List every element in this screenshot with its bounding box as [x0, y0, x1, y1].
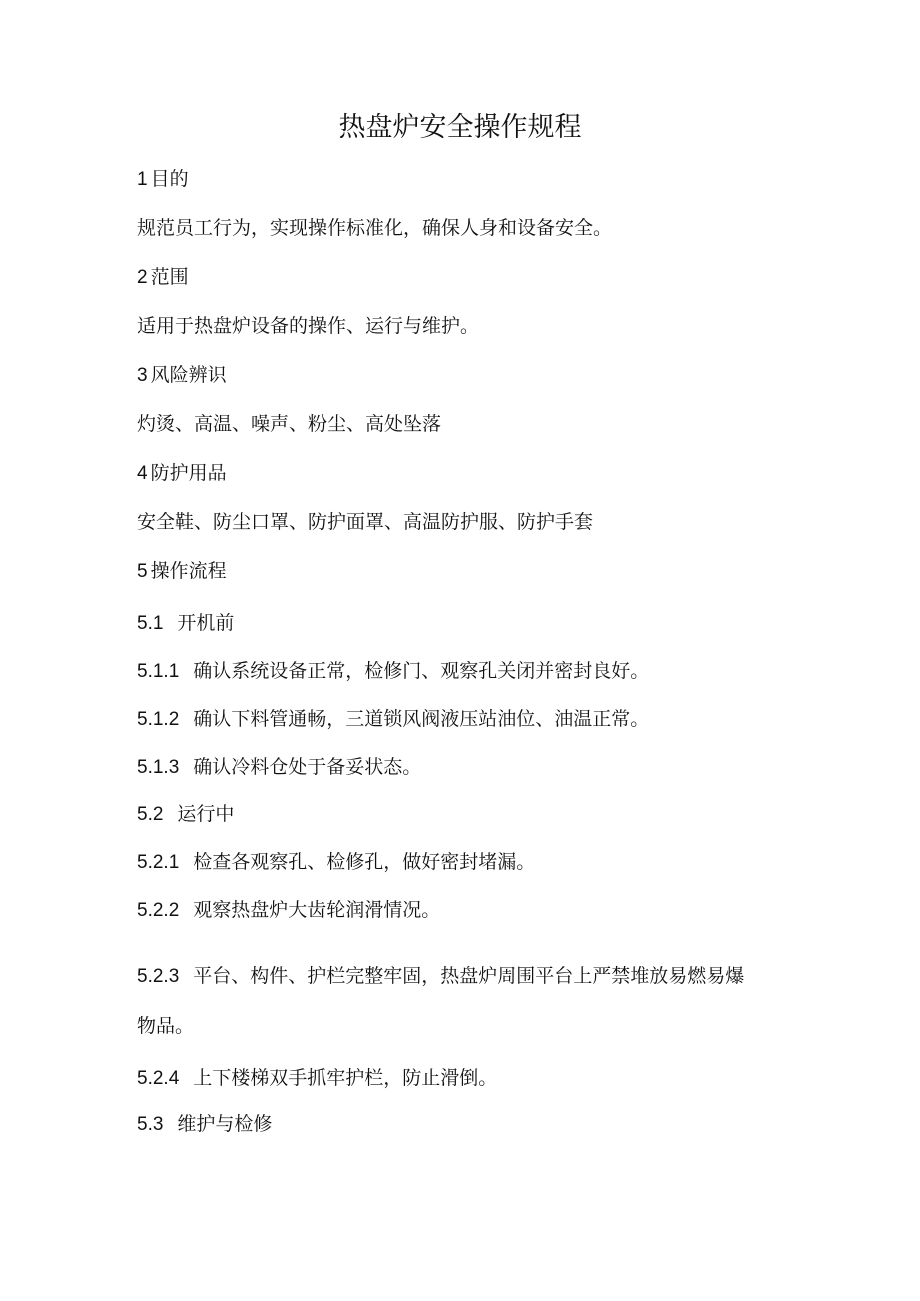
- section-text: 上下楼梯双手抓牢护栏，防止滑倒。: [193, 1067, 498, 1089]
- section-5-2-1: [137, 849, 535, 876]
- section-heading-text: 范围: [150, 266, 189, 288]
- section-number: 5.2.1: [137, 852, 180, 873]
- section-number: 2: [137, 267, 148, 288]
- section-5-1-1: [137, 658, 649, 685]
- section-text: 确认冷料仓处于备妥状态。: [193, 756, 422, 778]
- section-5-2-3: [137, 963, 744, 990]
- section-number: 5.2.2: [137, 900, 180, 921]
- section-text: 运行中: [177, 803, 235, 825]
- section-5-1-2: [137, 706, 649, 733]
- section-number: 5.3: [137, 1114, 164, 1135]
- section-5-2-2: [137, 897, 440, 924]
- section-text: 维护与检修: [177, 1113, 273, 1135]
- section-5-heading: [137, 558, 227, 585]
- section-number: 5.1.1: [137, 661, 180, 682]
- section-heading-text: 操作流程: [150, 560, 227, 582]
- section-1-heading: [137, 166, 189, 193]
- section-number: 5.1.3: [137, 757, 180, 778]
- section-1-body: 规范员工行为，实现操作标准化，确保人身和设备安全。: [137, 217, 613, 239]
- section-heading-text: 目的: [150, 168, 189, 190]
- section-heading-text: 风险辨识: [150, 364, 227, 386]
- section-4-body: 安全鞋、防尘口罩、防护面罩、高温防护服、防护手套: [137, 511, 594, 533]
- document-title: 热盘炉安全操作规程: [338, 112, 582, 143]
- section-5-2: [137, 801, 234, 828]
- section-number: 5.1.2: [137, 709, 180, 730]
- section-text: 平台、构件、护栏完整牢固，热盘炉周围平台上严禁堆放易燃易爆: [193, 965, 745, 987]
- section-number: 5.2.4: [137, 1068, 180, 1089]
- section-3-body: 灼烫、高温、噪声、粉尘、高处坠落: [137, 413, 442, 435]
- section-2-body: 适用于热盘炉设备的操作、运行与维护。: [137, 315, 480, 337]
- section-text: 确认系统设备正常，检修门、观察孔关闭并密封良好。: [193, 660, 650, 682]
- section-number: 1: [137, 169, 148, 190]
- section-text: 开机前: [177, 612, 235, 634]
- section-number: 4: [137, 463, 148, 484]
- section-number: 5: [137, 561, 148, 582]
- section-number: 5.1: [137, 613, 164, 634]
- section-5-1: [137, 610, 234, 637]
- section-heading-text: 防护用品: [150, 462, 227, 484]
- section-5-2-4: [137, 1065, 497, 1092]
- section-5-2-3-continuation: 物品。: [137, 1015, 195, 1037]
- section-text: 确认下料管通畅，三道锁风阀液压站油位、油温正常。: [193, 708, 650, 730]
- section-text: 观察热盘炉大齿轮润滑情况。: [193, 899, 441, 921]
- section-4-heading: [137, 460, 227, 487]
- section-2-heading: [137, 264, 189, 291]
- section-number: 3: [137, 365, 148, 386]
- section-3-heading: [137, 362, 227, 389]
- section-number: 5.2.3: [137, 966, 180, 987]
- section-5-3: [137, 1111, 272, 1138]
- section-5-1-3: [137, 754, 421, 781]
- section-text: 检查各观察孔、检修孔，做好密封堵漏。: [193, 851, 536, 873]
- section-number: 5.2: [137, 804, 164, 825]
